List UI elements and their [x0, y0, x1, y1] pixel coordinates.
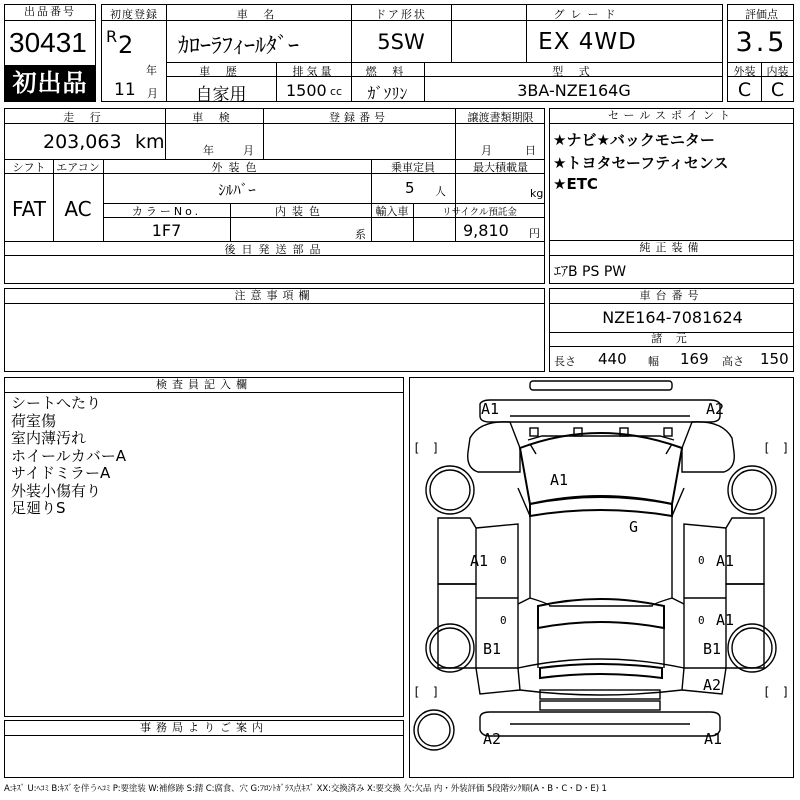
door-type-label: ドア形状 — [375, 8, 427, 21]
inspector-note: 荷室傷 — [11, 411, 57, 430]
transfer-month-unit: 月 — [481, 144, 492, 157]
inspector-note: 室内薄汚れ — [11, 429, 87, 447]
listing-number-label: 出品番号 — [5, 5, 95, 21]
capacity-unit: 人 — [435, 185, 446, 198]
svg-text:0: 0 — [500, 554, 507, 567]
inspector-note: シートへたり — [11, 394, 102, 412]
car-name: ｶﾛｰﾗﾌｨｰﾙﾀﾞｰ — [178, 34, 300, 59]
interior-color-suffix: 系 — [355, 228, 366, 241]
registration-year: 2 — [118, 31, 134, 59]
dimensions-label: 諸 元 — [550, 332, 793, 347]
max-load-label: 最大積載量 — [473, 161, 528, 174]
era-mark: R — [106, 27, 118, 46]
width-label: 幅 — [648, 355, 659, 368]
mileage-label: 走 行 — [63, 111, 107, 124]
sales-point-3: ★ETC — [553, 175, 598, 193]
transfer-deadline-label: 譲渡書類期限 — [467, 111, 534, 124]
grade: EX 4WD — [538, 29, 637, 55]
mileage: 203,063 — [43, 131, 122, 153]
svg-text:]: ] — [432, 441, 440, 455]
inspector-note: 外装小傷有り — [11, 481, 102, 500]
sales-point-2: ★トヨタセーフティセンス — [553, 154, 729, 172]
interior-grade: C — [770, 79, 785, 101]
damage-mark-left-rear-fender: B1 — [483, 640, 502, 658]
office-notice-box — [4, 720, 404, 778]
damage-diagram — [409, 377, 794, 778]
listing-number-box — [4, 4, 96, 102]
damage-mark-right-rear-fender: B1 — [703, 640, 722, 658]
svg-text:0: 0 — [698, 554, 705, 567]
history-label: 車 歴 — [199, 65, 243, 78]
model-code: 3BA-NZE164G — [517, 81, 631, 100]
first-listing-badge: 初出品 — [5, 65, 95, 101]
registration-box — [101, 4, 723, 105]
model-label: 型 式 — [552, 65, 596, 78]
height-value: 150 — [760, 350, 789, 368]
height-label: 高さ — [722, 355, 744, 368]
interior-color-label: 内装色 — [275, 205, 326, 218]
mileage-unit: km — [135, 131, 165, 153]
sales-points-label: セールスポイント — [550, 109, 793, 124]
inspector-note: 足廻りS — [11, 499, 66, 517]
registration-number-label: 登録番号 — [329, 111, 389, 124]
damage-mark-rear-bumper-right: A1 — [704, 730, 723, 748]
sales-point-1: ★ナビ★バックモニター — [553, 131, 715, 149]
specs-box — [4, 108, 545, 284]
svg-text:[: [ — [763, 685, 771, 699]
first-registration-label: 初度登録 — [110, 8, 158, 21]
legend-footer: A:ｷｽﾞ U:ﾍｺﾐ B:ｷｽﾞを伴うﾍｺﾐ P:要塗装 W:補修跡 S:錆 C:腐食、穴 G:ﾌﾛﾝﾄｶﾞﾗｽ点ｷｽﾞ XX:交換済み X:要交換 欠:欠品 内・外装評価 5段階ﾗﾝｸ順(A・B・C・D・E) 1 — [4, 784, 607, 794]
damage-mark-left-front-door: A1 — [470, 552, 489, 570]
damage-mark-hood: A1 — [550, 471, 569, 489]
exterior-color: ｼﾙﾊﾞｰ — [218, 181, 256, 199]
inspection-label: 車 検 — [192, 111, 236, 124]
shift-label: シフト — [12, 161, 46, 174]
sales-points-box — [549, 108, 794, 242]
svg-text:0: 0 — [500, 614, 507, 627]
recycle-fee-unit: 円 — [529, 227, 540, 240]
exterior-grade: C — [737, 79, 752, 101]
damage-mark-right-rear-quarter: A2 — [703, 676, 722, 694]
shift-type: FAT — [11, 197, 46, 221]
color-number-label: カラーNo. — [131, 205, 202, 218]
svg-text:]: ] — [432, 685, 440, 699]
damage-mark-right-front-door: A1 — [716, 552, 735, 570]
month-unit: 月 — [147, 87, 158, 100]
svg-text:]: ] — [782, 441, 790, 455]
vehicle-history: 自家用 — [195, 85, 247, 105]
chassis-number: NZE164-7081624 — [602, 308, 743, 327]
fuel-label: 燃 料 — [365, 65, 410, 78]
recycle-fee: 9,810 — [463, 221, 509, 240]
equipment-box — [549, 240, 794, 284]
year-unit: 年 — [146, 64, 157, 77]
inspection-month-unit: 月 — [243, 144, 254, 157]
svg-text:]: ] — [782, 685, 790, 699]
notes-box — [4, 288, 545, 372]
car-outline — [410, 378, 792, 776]
score-box — [727, 4, 794, 102]
car-name-label: 車 名 — [236, 8, 281, 21]
damage-mark-rear-bumper-left: A2 — [483, 730, 502, 748]
registration-month: 11 — [114, 80, 136, 100]
displacement: 1500 — [286, 81, 327, 100]
capacity-label: 乗車定員 — [391, 161, 435, 174]
svg-text:[: [ — [413, 685, 421, 699]
damage-mark-front-right: A2 — [706, 400, 725, 418]
exterior-grade-label: 外装 — [733, 65, 756, 78]
later-parts-label: 後日発送部品 — [224, 243, 327, 256]
svg-text:[: [ — [413, 441, 421, 455]
inspection-year-unit: 年 — [203, 144, 214, 157]
interior-grade-label: 内装 — [766, 65, 789, 78]
width-value: 169 — [680, 350, 709, 368]
displacement-unit: cc — [330, 85, 343, 98]
inspector-notes-label: 検査員記入欄 — [5, 378, 403, 393]
office-notice-label: 事務局よりご案内 — [5, 721, 403, 736]
ac-label: エアコン — [56, 161, 100, 174]
score-label: 評価点 — [745, 8, 778, 21]
notes-label: 注意事項欄 — [5, 289, 544, 304]
capacity: 5 — [405, 179, 415, 197]
listing-number: 30431 — [9, 27, 87, 58]
damage-mark-right-rear-door: A1 — [716, 611, 735, 629]
grade-label: グレード — [553, 8, 622, 21]
damage-mark-windshield: G — [629, 518, 639, 536]
equipment-label: 純正装備 — [550, 241, 793, 256]
inspector-note: ホイールカバーA — [11, 446, 126, 465]
chassis-label: 車台番号 — [550, 289, 793, 304]
door-type: 5SW — [377, 30, 425, 54]
transfer-day-unit: 日 — [525, 144, 536, 157]
svg-text:0: 0 — [698, 614, 705, 627]
length-label: 長さ — [554, 355, 576, 368]
inspector-notes-box — [4, 377, 404, 717]
air-conditioner: AC — [64, 197, 92, 221]
chassis-box — [549, 288, 794, 372]
color-number: 1F7 — [151, 221, 182, 240]
svg-text:[: [ — [763, 441, 771, 455]
fuel-type: ｶﾞｿﾘﾝ — [367, 84, 408, 103]
inspector-note: サイドミラーA — [11, 464, 111, 482]
import-label: 輸入車 — [375, 205, 409, 218]
displacement-label: 排気量 — [292, 65, 335, 78]
equipment-value: ｴｱB PS PW — [554, 264, 627, 280]
exterior-color-label: 外装色 — [211, 161, 263, 174]
max-load-unit: kg — [530, 187, 544, 200]
damage-mark-front-left: A1 — [481, 400, 500, 418]
evaluation-score: 3.5 — [735, 27, 788, 58]
length-value: 440 — [598, 350, 627, 368]
recycle-fee-label: リサイクル預託金 — [442, 207, 517, 218]
